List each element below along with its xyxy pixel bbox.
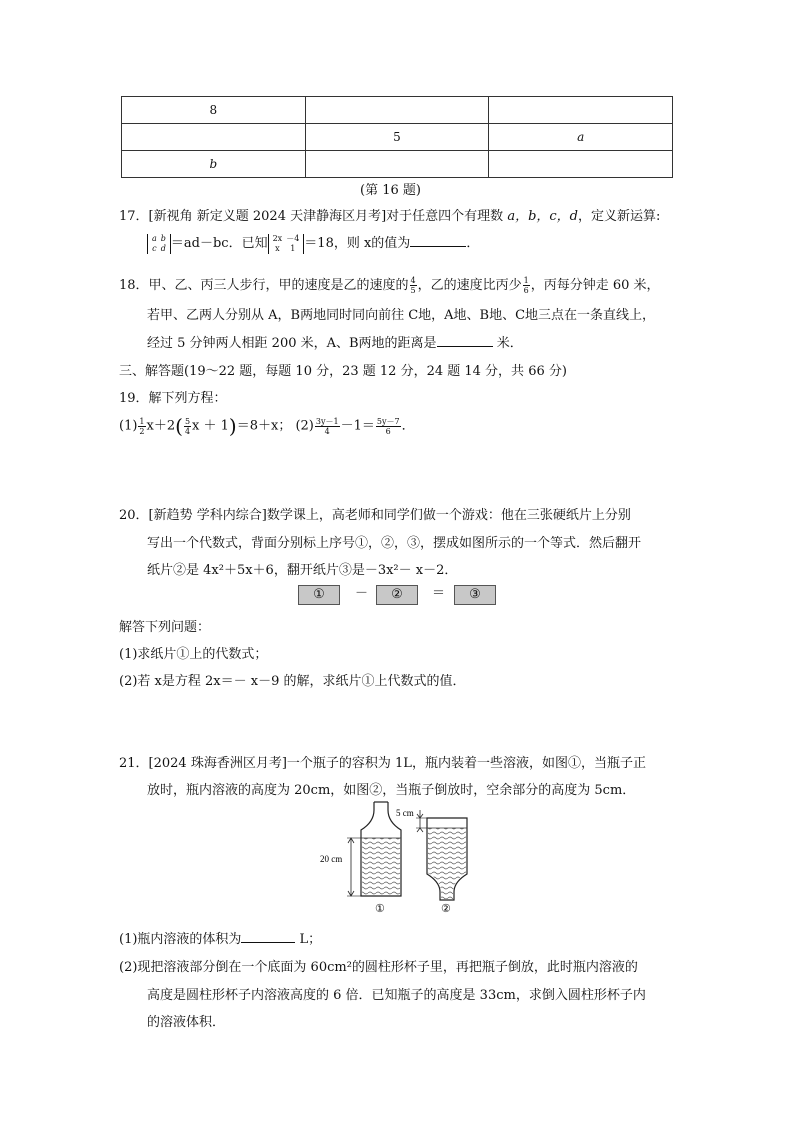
answer-blank [241, 942, 295, 943]
numerator: 4 [410, 276, 416, 285]
q16-table [121, 96, 673, 178]
q18-text: 米． [492, 336, 523, 351]
q21-sub2-line3: 的溶液体积． [147, 1015, 226, 1030]
section-heading: 三、解答题(19～22 题，每题 10 分，23 题 12 分，24 题 14 分，共 66 分) [119, 364, 567, 379]
q20-prompt: 解答下列问题： [119, 620, 211, 635]
fraction [376, 417, 401, 436]
table-cell [305, 151, 489, 178]
table-cell: b [122, 151, 306, 178]
q19-text: (1) [119, 418, 138, 434]
table-cell: 5 [305, 124, 489, 151]
q17-text: ． [466, 236, 480, 251]
q17-text: 17．[新视角 新定义题 2024 天津静海区月考]对于任意四个有理数 [119, 209, 508, 224]
q21-line1: 21．[2024 珠海香洲区月考]一个瓶子的容积为 1L，瓶内装着一些溶液，如图①，当瓶子正 [119, 756, 646, 771]
table-row [122, 97, 673, 124]
q20-sub2: (2)若 x是方程 2x＝－ x－9 的解，求纸片①上代数式的值． [119, 674, 466, 689]
label-20cm: 20 cm [320, 854, 343, 864]
q19-text: －1＝ [340, 418, 375, 434]
q20-sub1: (1)求纸片①上的代数式； [119, 647, 268, 662]
q18-line3 [147, 332, 523, 351]
q21-line2: 放时，瓶内溶液的高度为 20cm，如图②，当瓶子倒放时，空余部分的高度为 5cm． [147, 783, 636, 798]
q21-sub1 [119, 928, 321, 947]
q20-line3: 纸片②是 4x²＋5x＋6，翻开纸片③是－3x²－ x－2． [147, 563, 458, 578]
numerator: 5 [184, 416, 191, 426]
denominator: 4 [324, 426, 330, 436]
table-cell [489, 97, 673, 124]
q19-equations [119, 414, 415, 438]
det-entry: x [275, 243, 280, 253]
caption-2: ② [441, 903, 451, 915]
denominator: 5 [410, 286, 416, 295]
q21-sub2-line2: 高度是圆柱形杯子内溶液高度的 6 倍．已知瓶子的高度是 33cm，求倒入圆柱形杯子内 [147, 988, 646, 1003]
q20-line2: 写出一个代数式，背面分别标上序号①，②，③，摆成如图所示的一个等式．然后翻开 [147, 536, 642, 551]
bottle-upright [320, 802, 401, 915]
numerator: 3y－1 [315, 416, 339, 426]
q21-text: (1)瓶内溶液的体积为 [119, 932, 242, 947]
fraction [315, 417, 340, 436]
table-cell: 8 [122, 97, 306, 124]
q18-text: ，乙的速度比丙少 [417, 278, 522, 293]
card-1: ① [298, 585, 340, 605]
numerator: 1 [139, 416, 145, 426]
fraction [184, 417, 191, 436]
table-caption: (第 16 题) [360, 183, 421, 198]
fraction [138, 417, 145, 436]
det-entry: d [160, 243, 166, 253]
left-paren: ( [175, 414, 183, 438]
q20-line1: 20．[新趋势 学科内综合]数学课上，高老师和同学们做一个游戏：他在三张硬纸片上分别 [119, 508, 631, 523]
det-entry: －4 [286, 233, 300, 243]
table-row [122, 151, 673, 178]
table-cell [122, 124, 306, 151]
q17-text: ，定义新运算: [578, 209, 661, 224]
card-3: ③ [454, 585, 496, 605]
q21-sub2-line1: (2)现把溶液部分倒在一个底面为 60cm²的圆柱形杯子里，再把瓶子倒放，此时瓶内溶液的 [119, 960, 638, 975]
table-cell: a [489, 124, 673, 151]
determinant-given [268, 234, 305, 254]
bottle-figure [320, 800, 490, 920]
card-2: ② [376, 585, 418, 605]
q17-line1 [119, 205, 660, 224]
q17-text: ＝18，则 x的值为 [304, 236, 411, 251]
q18-line2: 若甲、乙两人分别从 A，B两地同时同向前往 C地，A地、B地、C地三点在一条直线上， [147, 308, 656, 323]
denominator: 6 [523, 286, 529, 295]
table-cell [489, 151, 673, 178]
det-entry: 1 [290, 243, 296, 253]
numerator: 1 [523, 276, 529, 285]
answer-blank [437, 346, 493, 347]
solution-fill [362, 838, 400, 895]
q19-text: x ＋ 1 [192, 418, 229, 434]
q17-line2 [147, 232, 479, 254]
q18-text: 18．甲、乙、丙三人步行，甲的速度是乙的速度的 [119, 278, 409, 293]
q19-text: ． [401, 418, 415, 434]
minus-sign: － [355, 586, 369, 601]
q18-line1 [119, 274, 660, 295]
q18-text: ，丙每分钟走 60 米， [530, 278, 660, 293]
equals-sign: ＝ [432, 586, 446, 601]
table-row [122, 124, 673, 151]
q17-text: ＝ad－bc．已知 [170, 236, 268, 251]
table-cell [305, 97, 489, 124]
fraction [523, 276, 530, 295]
numerator: 5y－7 [376, 416, 400, 426]
denominator: 4 [184, 426, 191, 436]
q19-text: x＋2 [146, 418, 176, 434]
denominator: 6 [385, 426, 391, 436]
det-entry: b [160, 233, 166, 243]
label-5cm: 5 cm [396, 808, 414, 818]
q19-text: ＝8＋x； (2) [236, 418, 314, 434]
right-paren: ) [228, 414, 237, 438]
q18-text: 经过 5 分钟两人相距 200 米，A、B两地的距离是 [147, 336, 437, 351]
fraction [410, 276, 417, 295]
q19-title: 19．解下列方程： [119, 391, 227, 406]
bottle-inverted [396, 808, 467, 915]
det-entry: c [152, 243, 157, 253]
solution-fill [428, 828, 466, 899]
q21-text: L； [295, 932, 322, 947]
answer-blank [410, 246, 466, 247]
det-entry: 2x [272, 233, 283, 243]
det-entry: a [152, 233, 157, 243]
q17-vars: a，b，c，d [507, 209, 578, 224]
denominator: 2 [139, 426, 145, 436]
caption-1: ① [375, 903, 385, 915]
determinant-def [147, 234, 171, 254]
